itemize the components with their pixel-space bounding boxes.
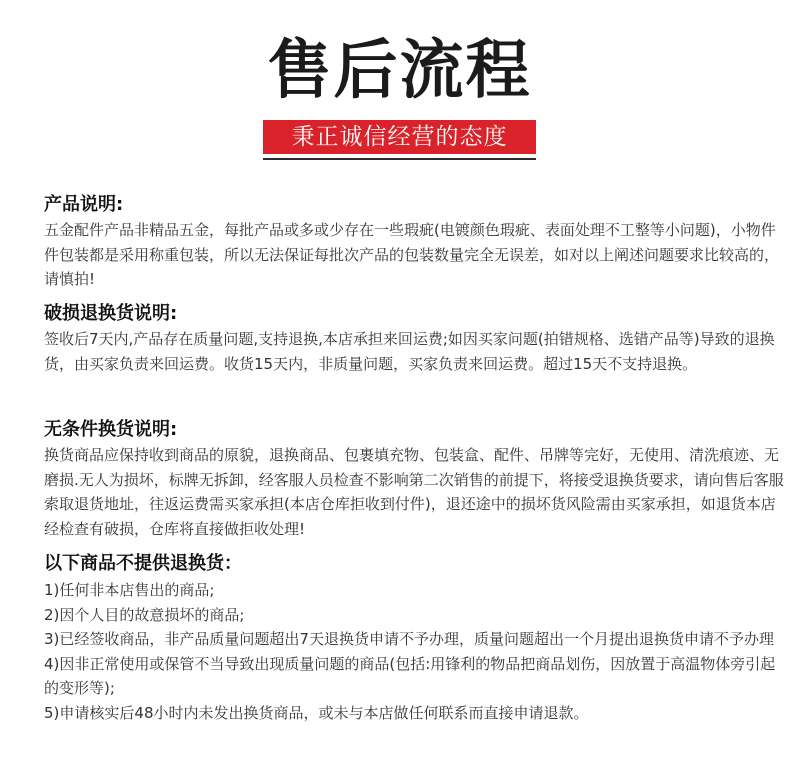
product-description-heading: 产品说明:: [44, 194, 124, 215]
list-item: 3)已经签收商品，非产品质量问题超出7天退换货申请不予办理，质量问题超出一个月提出退换货申请不予办理: [44, 630, 774, 648]
damage-return-heading: 破损退换货说明:: [44, 303, 178, 324]
unconditional-exchange-heading: 无条件换货说明:: [44, 419, 178, 440]
product-description-text: 五金配件产品非精品五金，每批产品或多或少存在一些瑕疵(电镀颜色瑕疵、表面处理不工整等小问题)，小物件件包装都是采用称重包装，所以无法保证每批次产品的包装数量完全无误差，如对以上阐述问题要求比较高的，请慎拍!: [44, 221, 780, 288]
page-title: 售后流程: [267, 34, 532, 108]
unconditional-exchange-section: [44, 418, 784, 541]
non-returnable-heading: 以下商品不提供退换货：: [44, 553, 242, 574]
damage-return-section: [44, 302, 784, 376]
list-item: 5)申请核实后48小时内未发出换货商品，或未与本店做任何联系而直接申请退款。: [44, 703, 589, 722]
banner-underline: [263, 158, 536, 160]
list-item: 4)因非正常使用或保管不当导致出现质量问题的商品(包括:用锋利的物品把商品划伤，因放置于高温物体旁引起的变形等);: [44, 654, 776, 697]
damage-return-text: 签收后7天内,产品存在质量问题,支持退换,本店承担来回运费;如因买家问题(拍错规格、选错产品等)导致的退换货，由买家负责来回运费。收货15天内，非质量问题，买家负责来回运费。超过15天不支持退换。: [44, 330, 775, 373]
slogan-banner: 秉正诚信经营的态度: [263, 120, 536, 154]
product-description-section: [44, 193, 784, 292]
list-item: 2)因个人目的故意损坏的商品;: [44, 605, 245, 624]
non-returnable-section: [44, 552, 784, 725]
list-item: 1)任何非本店售出的商品;: [44, 581, 215, 599]
unconditional-exchange-text: 换货商品应保持收到商品的原貌，退换商品、包裹填充物、包装盒、配件、吊牌等完好，无使用、清洗痕迹、无磨损.无人为损坏，标牌无拆卸，经客服人员检查不影响第二次销售的前提下，将接受退换货要求，请向售后客服索取退货地址，往返运费需买家承担(本店仓库拒收到付件)，退还途中的损坏货风险需由买家承担，如退货本店经检查有破损，仓库将直接做拒收处理!: [44, 446, 784, 538]
